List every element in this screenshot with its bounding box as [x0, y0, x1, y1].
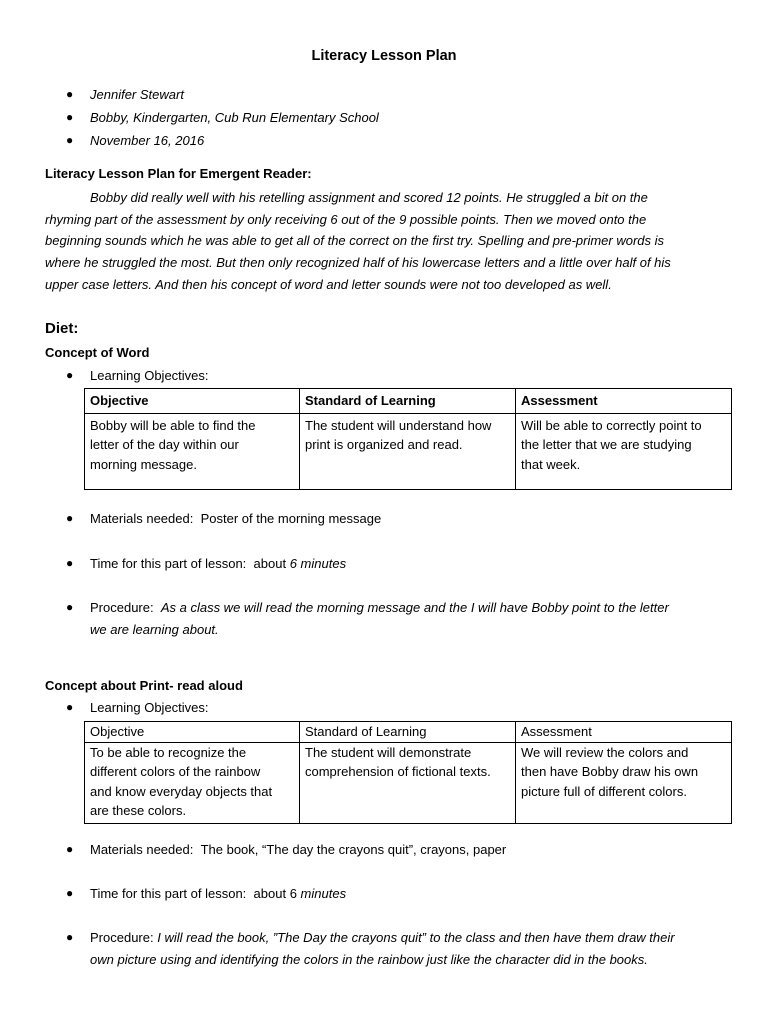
section-heading: Concept of Word: [45, 345, 150, 360]
procedure-line: [90, 600, 669, 615]
materials-value: Poster of the morning message: [200, 511, 382, 526]
bullet-icon: ●: [66, 511, 74, 525]
cell-line: To be able to recognize the: [90, 744, 247, 760]
bullet-icon: ●: [66, 133, 74, 147]
cell-line: that week.: [521, 456, 581, 472]
cell-line: morning message.: [90, 456, 197, 472]
table-row: [85, 413, 732, 489]
time-label: Time for this part of lesson:: [90, 556, 247, 571]
table-cell: [516, 742, 732, 823]
time-label: Time for this part of lesson:: [90, 886, 247, 901]
procedure-text: As a class we will read the morning message and the I will have Bobby point to the letter: [160, 600, 669, 615]
cell-line: are these colors.: [90, 803, 187, 818]
procedure-text: we are learning about.: [90, 622, 219, 637]
table-cell: [85, 742, 300, 823]
bullet-icon: ●: [66, 700, 74, 714]
cell-line: We will review the colors and: [521, 744, 689, 760]
objectives-table: [84, 721, 732, 824]
procedure-label: Procedure:: [90, 600, 154, 615]
time-line: [90, 886, 346, 901]
table-cell: [300, 413, 516, 489]
cell-line: then have Bobby draw his own: [521, 764, 699, 779]
intro-line: Bobby did really well with his retelling assignment and scored 12 points. He struggled a bit on the: [90, 190, 648, 205]
cell-line: The student will demonstrate: [305, 744, 472, 760]
table-cell: [516, 413, 732, 489]
intro-line: beginning sounds which he was able to get all of the correct on the first try. Spelling and pre-primer words is: [45, 233, 665, 249]
intro-heading: Literacy Lesson Plan for Emergent Reader:: [45, 166, 312, 181]
cell-line: and know everyday objects that: [90, 783, 273, 799]
procedure-label: Procedure:: [90, 930, 154, 945]
bullet-icon: ●: [66, 110, 74, 124]
bullet-icon: ●: [66, 600, 74, 614]
bullet-icon: ●: [66, 930, 74, 944]
cell-line: picture full of different colors.: [521, 783, 687, 799]
table-header-row: [85, 722, 732, 743]
intro-line: where he struggled the most. But then only recognized half of his lowercase letters and a little over half of his: [45, 255, 671, 271]
table-header-cell: Standard of Learning: [300, 389, 516, 414]
table-header-cell: Standard of Learning: [300, 722, 516, 743]
lesson-date: November 16, 2016: [90, 133, 205, 148]
materials-label: Materials needed:: [90, 511, 194, 526]
table-header-cell: Assessment: [516, 389, 732, 414]
cell-line: The student will understand how: [305, 417, 492, 433]
table-header-cell: Assessment: [516, 722, 732, 743]
cell-line: different colors of the rainbow: [90, 764, 261, 779]
procedure-line: [90, 930, 675, 945]
intro-line: upper case letters. And then his concept of word and letter sounds were not too developed as well.: [45, 276, 612, 292]
time-line: [90, 556, 346, 571]
table-cell: [300, 742, 516, 823]
table-header-cell: Objective: [85, 389, 300, 414]
cell-line: print is organized and read.: [305, 437, 463, 452]
intro-line: rhyming part of the assessment by only receiving 6 out of the 9 possible points. Then we moved onto the: [45, 211, 647, 227]
student-info: Bobby, Kindergarten, Cub Run Elementary School: [90, 110, 379, 125]
materials-label: Materials needed:: [90, 842, 194, 857]
materials-value: The book, “The day the crayons quit”, crayons, paper: [200, 842, 507, 857]
bullet-icon: ●: [66, 842, 74, 856]
table-header-cell: Objective: [85, 722, 300, 743]
materials-line: [90, 511, 381, 526]
section-heading: Concept about Print- read aloud: [45, 678, 243, 693]
table-row: [85, 742, 732, 823]
cell-line: Bobby will be able to find the: [90, 417, 256, 433]
cell-line: the letter that we are studying: [521, 437, 692, 452]
cell-line: comprehension of fictional texts.: [305, 764, 491, 779]
cell-line: Will be able to correctly point to: [521, 417, 702, 433]
objectives-table: [84, 388, 732, 490]
cell-line: letter of the day within our: [90, 437, 239, 452]
time-value: minutes: [300, 886, 347, 901]
learning-objectives-label: Learning Objectives:: [90, 700, 209, 715]
materials-line: [90, 842, 506, 857]
bullet-icon: ●: [66, 87, 74, 101]
document-title: Literacy Lesson Plan: [311, 48, 457, 64]
learning-objectives-label: Learning Objectives:: [90, 368, 209, 383]
procedure-text: own picture using and identifying the colors in the rainbow just like the character did in the books.: [90, 952, 648, 967]
bullet-icon: ●: [66, 368, 74, 382]
table-header-row: [85, 389, 732, 414]
intro-paragraph: [45, 187, 735, 296]
time-about: about 6: [253, 886, 297, 901]
time-about: about: [253, 556, 287, 571]
procedure-text: I will read the book, ”The Day the crayons quit” to the class and then have them draw their: [157, 930, 675, 945]
bullet-icon: ●: [66, 556, 74, 570]
table-cell: [85, 413, 300, 489]
diet-heading: Diet:: [45, 320, 79, 337]
bullet-icon: ●: [66, 886, 74, 900]
time-value: 6 minutes: [289, 556, 347, 571]
teacher-name: Jennifer Stewart: [90, 87, 184, 102]
